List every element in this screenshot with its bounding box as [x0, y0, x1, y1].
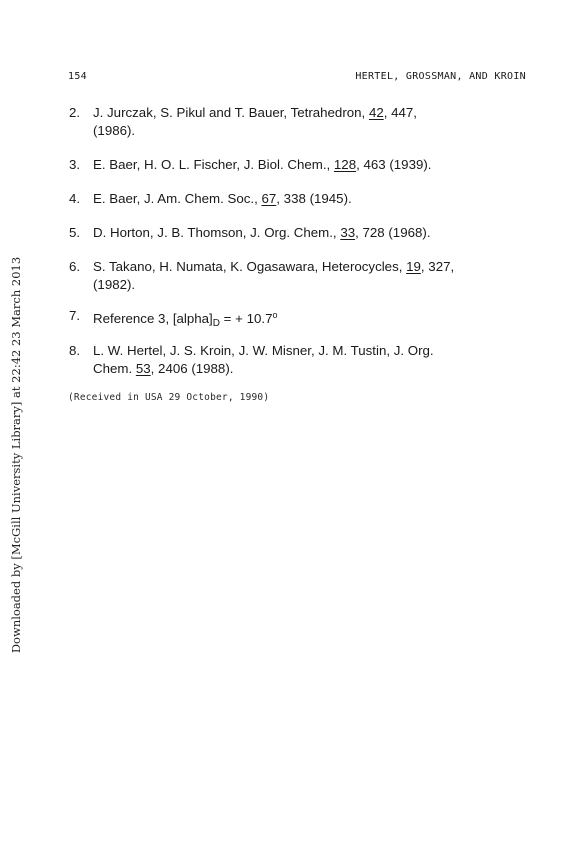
- reference-text: [93, 104, 529, 139]
- reference-5: [69, 224, 529, 242]
- page-number: 154: [68, 71, 87, 82]
- reference-value: = + 10.7: [219, 311, 273, 326]
- reference-journal: Chem.: [93, 360, 136, 376]
- reference-text: [93, 190, 529, 208]
- reference-volume: 67: [261, 191, 277, 206]
- reference-number: 3.: [69, 157, 81, 172]
- reference-year: (1982).: [93, 276, 136, 292]
- reference-text: [93, 258, 529, 293]
- reference-text: [93, 342, 529, 377]
- reference-details: , 2406 (1988).: [150, 360, 234, 376]
- reference-3: [69, 156, 529, 174]
- reference-superscript: o: [272, 310, 278, 320]
- reference-authors: E. Baer, H. O. L. Fischer, J. Biol. Chem.,: [93, 157, 334, 172]
- reference-number: 8.: [69, 343, 81, 358]
- reference-text: [93, 224, 529, 242]
- reference-number: 4.: [69, 191, 81, 206]
- download-watermark: Downloaded by [McGill University Library] at 22:42 23 March 2013: [9, 256, 23, 654]
- reference-authors: E. Baer, J. Am. Chem. Soc.,: [93, 191, 262, 206]
- reference-volume: 128: [333, 157, 357, 172]
- reference-text: [93, 307, 529, 333]
- running-head: HERTEL, GROSSMAN, AND KROIN: [355, 71, 526, 82]
- reference-authors: L. W. Hertel, J. S. Kroin, J. W. Misner, J. M. Tustin, J. Org.: [93, 343, 434, 358]
- reference-details: , 728 (1968).: [355, 225, 431, 240]
- reference-text: [93, 156, 529, 174]
- received-date: (Received in USA 29 October, 1990): [68, 392, 270, 403]
- reference-number: 6.: [69, 259, 81, 274]
- reference-6: [69, 258, 529, 293]
- reference-authors: D. Horton, J. B. Thomson, J. Org. Chem.,: [93, 225, 341, 240]
- reference-volume: 33: [340, 225, 356, 240]
- reference-7: [69, 307, 529, 333]
- reference-2: [69, 104, 529, 139]
- reference-authors: J. Jurczak, S. Pikul and T. Bauer, Tetrahedron,: [93, 105, 369, 120]
- reference-details: , 327,: [420, 259, 455, 274]
- reference-year: (1986).: [93, 122, 136, 138]
- reference-details: , 447,: [383, 105, 418, 120]
- reference-subscript: D: [212, 318, 220, 329]
- reference-prefix: Reference 3, [alpha]: [93, 311, 213, 326]
- reference-volume: 42: [368, 105, 384, 120]
- reference-authors: S. Takano, H. Numata, K. Ogasawara, Heterocycles,: [93, 259, 407, 274]
- reference-volume: 53: [135, 360, 151, 376]
- reference-8: [69, 342, 529, 377]
- reference-details: , 463 (1939).: [356, 157, 432, 172]
- reference-volume: 19: [406, 259, 421, 274]
- reference-number: 2.: [69, 105, 81, 120]
- reference-4: [69, 190, 529, 208]
- reference-details: , 338 (1945).: [276, 191, 352, 206]
- reference-number: 7.: [69, 308, 81, 323]
- reference-number: 5.: [69, 225, 81, 240]
